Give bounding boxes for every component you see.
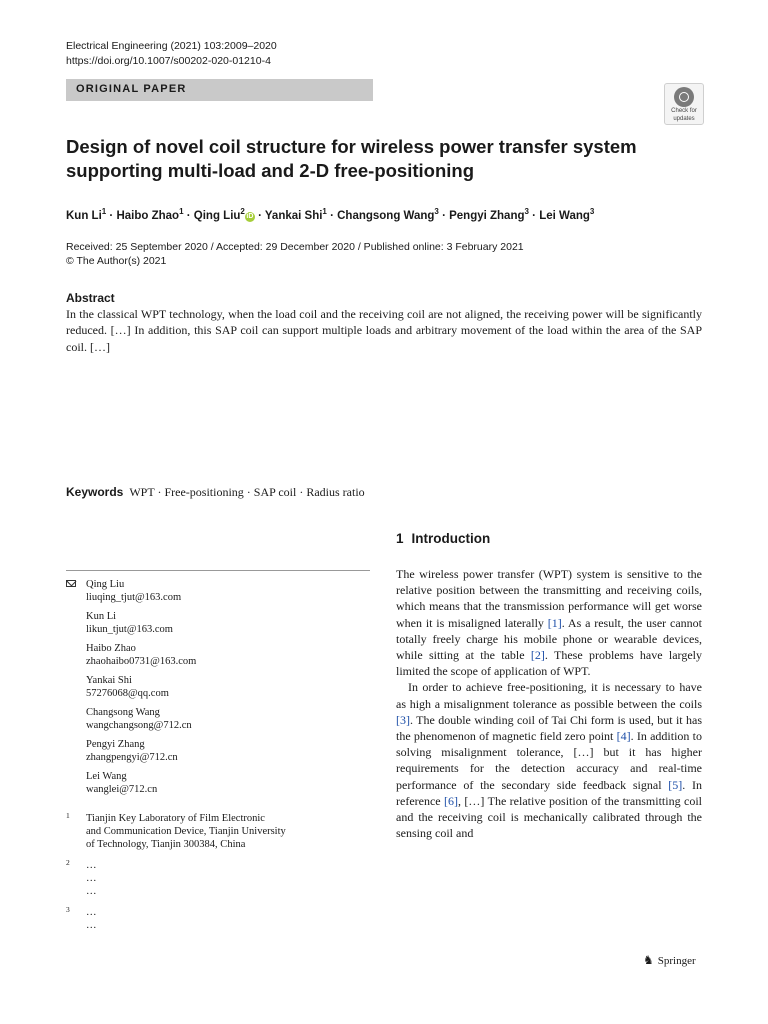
publisher-name: Springer xyxy=(657,955,696,967)
author-affiliation-mark: 3 xyxy=(589,207,595,216)
contact-entry xyxy=(66,738,370,764)
contact-email[interactable]: likun_tjut@163.com xyxy=(86,624,173,635)
contact-entry xyxy=(66,610,370,636)
check-for-updates-badge[interactable] xyxy=(664,83,704,125)
citation-link[interactable]: [1] xyxy=(547,615,562,630)
affiliation-line: … xyxy=(86,886,97,897)
author-name: Pengyi Zhang xyxy=(449,209,525,222)
affiliations xyxy=(66,812,366,940)
text-run: The wireless power transfer (WPT) system is sensitive to the relative position between the transmitting and receiving coils, which means that the transmission performance will get worse when it is misaligned laterally xyxy=(396,567,702,630)
contact-email[interactable]: wangchangsong@712.cn xyxy=(86,720,192,731)
abstract-text: In the classical WPT technology, when the load coil and the receiving coil are not aligned, the receiving power will be significantly reduced. […] In addition, this SAP coil can support multiple loads and arbitrary movement of the load within the area of the SAP coil. […] xyxy=(66,307,702,354)
introduction-body xyxy=(396,566,702,841)
contact-name: Changsong Wang xyxy=(86,707,160,718)
affiliation-number: 1 xyxy=(66,811,70,820)
publication-history xyxy=(66,241,524,268)
contact-email[interactable]: wanglei@712.cn xyxy=(86,784,158,795)
publisher-logo xyxy=(643,953,696,968)
contact-name: Qing Liu xyxy=(86,579,125,590)
section-number: 1 xyxy=(396,531,404,546)
intro-paragraph-2 xyxy=(396,679,702,841)
affiliation-line: … xyxy=(86,873,97,884)
affiliation-entry xyxy=(66,812,366,851)
citation-link[interactable]: [4] xyxy=(616,729,631,744)
journal-citation: Electrical Engineering (2021) 103:2009–2020 xyxy=(66,40,277,52)
affiliation-entry xyxy=(66,859,366,898)
contact-name: Lei Wang xyxy=(86,771,127,782)
abstract-heading: Abstract xyxy=(66,291,115,305)
affiliation-line: Tianjin Key Laboratory of Film Electronic xyxy=(86,813,265,824)
section-heading-introduction xyxy=(396,531,490,546)
author-name: Yankai Shi xyxy=(264,209,323,222)
check-updates-line2: updates xyxy=(673,115,695,122)
citation-link[interactable]: [2] xyxy=(530,648,545,663)
author-name: Kun Li xyxy=(66,209,102,222)
text-run: . As a result, the user cannot totally freely charge his mobile phone or wearable devices, while sitting at the table xyxy=(396,615,702,663)
citation-link[interactable]: [6] xyxy=(444,793,459,808)
contact-email[interactable]: liuqing_tjut@163.com xyxy=(86,592,182,603)
author-name: Haibo Zhao xyxy=(116,209,180,222)
intro-paragraph-1 xyxy=(396,566,702,679)
affiliation-line: … xyxy=(86,920,97,931)
affiliation-line: of Technology, Tianjin 300384, China xyxy=(86,839,246,850)
affiliation-number: 3 xyxy=(66,905,70,914)
citation-link[interactable]: [3] xyxy=(396,712,410,727)
journal-header xyxy=(66,39,277,69)
copyright-line: © The Author(s) 2021 xyxy=(66,254,167,267)
contact-email[interactable]: zhangpengyi@712.cn xyxy=(86,752,178,763)
contact-email[interactable]: 57276068@qq.com xyxy=(86,688,169,699)
contact-entry xyxy=(66,706,370,732)
text-run: . In reference xyxy=(396,777,702,808)
contact-email[interactable]: zhaohaibo0731@163.com xyxy=(86,656,197,667)
author-name: Qing Liu xyxy=(193,209,241,222)
text-run: In order to achieve free-positioning, it is necessary to have as high a misalignment tolerance as possible between the coils xyxy=(396,680,702,711)
check-updates-icon xyxy=(674,87,694,107)
author-name: Changsong Wang xyxy=(337,209,435,222)
author-affiliation-mark: 3 xyxy=(524,207,529,216)
contact-entry xyxy=(66,674,370,700)
author-affiliation-mark: 3 xyxy=(434,207,439,216)
contact-entry xyxy=(66,642,370,668)
keywords-text: WPT · Free-positioning · SAP coil · Radius ratio xyxy=(129,485,365,499)
article-type-banner xyxy=(66,79,373,101)
check-updates-line1: Check for xyxy=(671,108,697,114)
springer-horse-icon: ♞ xyxy=(643,953,654,967)
citation-link[interactable]: [5] xyxy=(668,777,683,792)
contact-name: Pengyi Zhang xyxy=(86,739,145,750)
author-name: Lei Wang xyxy=(539,209,590,222)
affiliation-line: and Communication Device, Tianjin University xyxy=(86,826,286,837)
paper-title: Design of novel coil structure for wireless power transfer system supporting multi-load and 2-D free-positioning xyxy=(66,136,637,181)
author-affiliation-mark: 1 xyxy=(322,207,327,216)
dates-line: Received: 25 September 2020 / Accepted: 29 December 2020 / Published online: 3 February 2021 xyxy=(66,241,524,253)
affiliation-line: … xyxy=(86,907,97,918)
text-run: . In addition to solving misalignment tolerance, […] but it has higher requirements for the detection accuracy and real-time performance of the secondary side feedback signal xyxy=(396,729,702,792)
affiliation-number: 2 xyxy=(66,858,70,867)
affiliation-entry xyxy=(66,906,366,932)
author-affiliation-mark: 1 xyxy=(101,207,107,216)
doi-link[interactable]: https://doi.org/10.1007/s00202-020-01210-4 xyxy=(66,55,271,67)
article-type-label: ORIGINAL PAPER xyxy=(76,83,187,95)
footnote-divider xyxy=(66,570,370,571)
contact-entry xyxy=(66,770,370,796)
orcid-icon[interactable]: iD xyxy=(246,212,254,220)
affiliation-line: … xyxy=(86,860,97,871)
author-list: Kun $Li^1$ · Haibo Zhao$^1$ · Qing Liu$^2$iD · Yankai Shi$^1$ · Changsong Wang$^3$ · Pengyi Zhang$^3$ · Lei Wang$^3$ xyxy=(66,207,595,222)
author-affiliation-mark: 2 xyxy=(240,207,245,216)
text-run: . The double winding coil of Tai Chi form is used, but it has the phenomenon of magnetic field zero point xyxy=(396,712,702,744)
contact-name: Haibo Zhao xyxy=(86,643,136,654)
text-run: . These problems have largely limited the scope of application of WPT. xyxy=(396,648,702,679)
text-run: , […] The relative position of the transmitting coil and the receiving coil is mechanically calibrated through the sensing coil and xyxy=(396,793,702,841)
keywords xyxy=(66,485,365,500)
contact-name: Yankai Shi xyxy=(86,675,132,686)
author-affiliation-mark: 1 xyxy=(179,207,184,216)
envelope-icon xyxy=(66,580,76,587)
keywords-label: Keywords xyxy=(66,485,124,499)
contact-entry xyxy=(66,578,370,604)
corresponding-contacts xyxy=(66,578,370,802)
contact-name: Kun Li xyxy=(86,611,117,622)
section-title: Introduction xyxy=(411,531,491,546)
